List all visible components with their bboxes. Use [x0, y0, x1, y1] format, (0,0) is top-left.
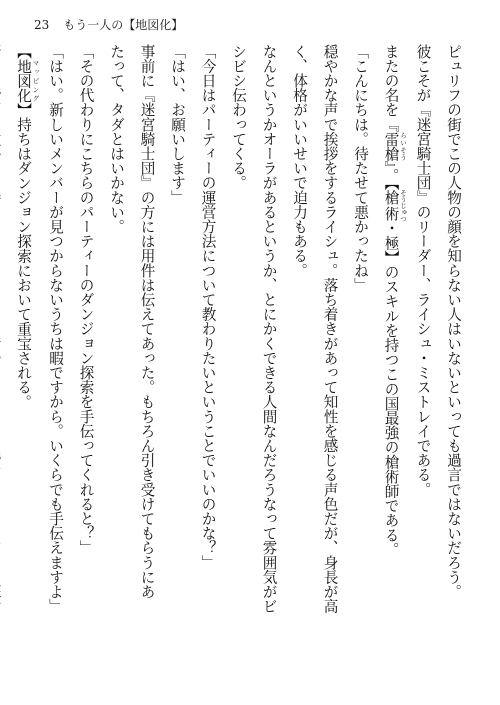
text-line: 事前に『迷宮騎士団』の方には用件は伝えてあった。もちろん引き受けてもらうにあ [138, 44, 156, 599]
text-line: 「その代わりにこちらのパーティーのダンジョン探索を手伝ってくれると？」 [77, 44, 95, 555]
text-line: 「はい、お願いします」 [169, 44, 186, 205]
text-line: なんというかオーラがあるというか、とにかくできる人間なんだろうなって雰囲気がビ [260, 44, 278, 614]
text-line [0, 44, 8, 666]
vertical-body-text [15, 44, 468, 666]
page-number: 23 [34, 18, 50, 32]
text-line: 【地図化 マッピング】持ちはダンジョン探索において重宝される。 [15, 44, 40, 410]
running-title: もう一人の【地図化】 [63, 18, 184, 32]
ruby-mapping: 地図化 マッピング [15, 58, 40, 103]
text-line: 「こんにちは。待たせて悪かったね」 [352, 44, 369, 293]
ruby-soujutsu: 槍術 そうじゅつ [382, 189, 407, 222]
text-line: たって、タダとはいかない。 [108, 44, 125, 234]
ruby-raisou: 雷槍 らいそう [382, 131, 407, 161]
text-line: 「はい。新しいメンバーが見つからないうちは暇ですから。いくらでも手伝えますよ」 [47, 44, 64, 614]
text-line: 彼こそが『迷宮騎士団』のリーダー、ライシュ・ミストレイである。 [414, 44, 432, 497]
text-line: 穏やかな声で挨拶をするライシュ。落ち着きがあって知性を感じる声色だが、身長が高 [321, 44, 339, 614]
running-header [34, 16, 183, 33]
text-line: ピュリフの街でこの人物の顔を知らない人はいないといっても過言ではないだろう。 [445, 44, 462, 599]
text-line: またの名を『雷槍 らいそう』。【槍術 そうじゅつ・極】のスキルを持つこの国最強の槍術師である。 [382, 44, 407, 557]
text-line: く、体格がいいせいで迫力もある。 [291, 44, 308, 278]
text-line: 「今日はパーティーの運営方法について教わりたいということでいいのかな？」 [199, 44, 217, 570]
text-line: シビシ伝わってくる。 [230, 44, 247, 190]
